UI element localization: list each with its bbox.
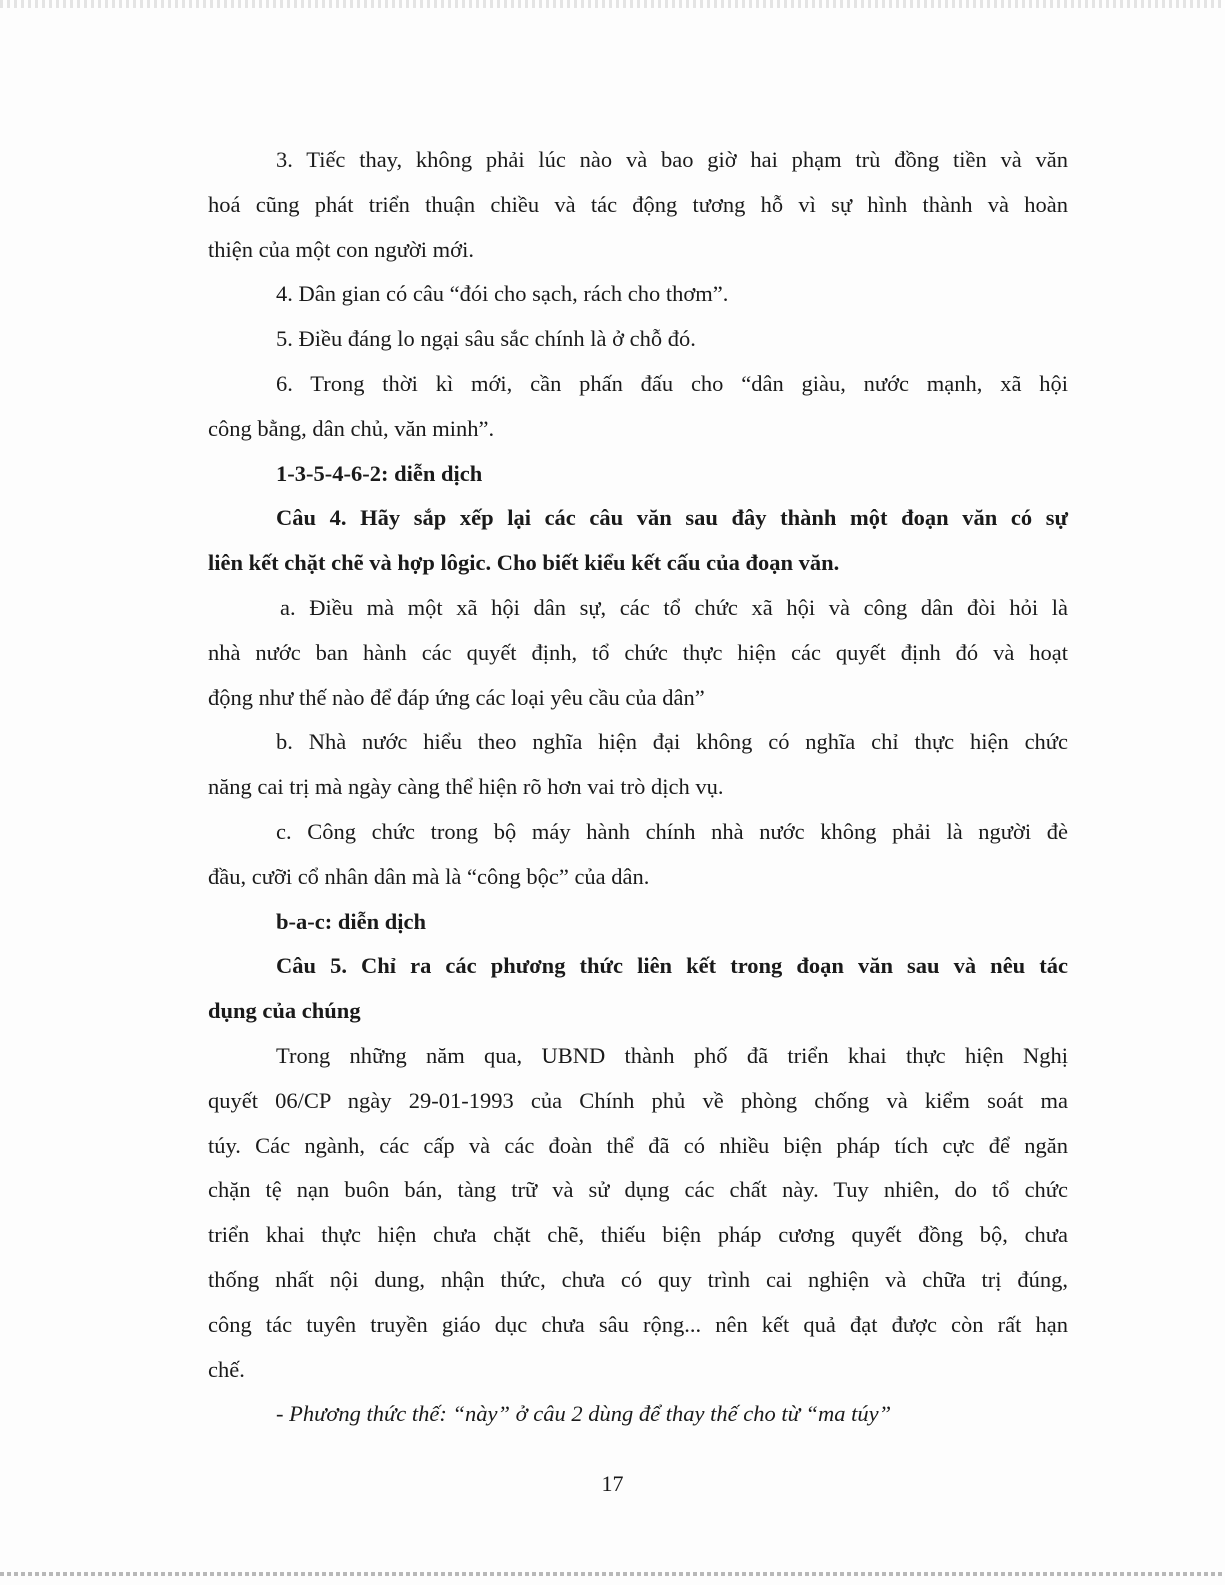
scan-edge-bottom	[0, 1572, 1225, 1576]
sentence-3-line-1: 3. Tiếc thay, không phải lúc nào và bao giờ hai phạm trù đồng tiền và văn	[276, 147, 1068, 172]
page-number: 17	[601, 1471, 624, 1496]
passage-line-4: chặn tệ nạn buôn bán, tàng trữ và sử dụng các chất này. Tuy nhiên, do tổ chức	[208, 1177, 1068, 1203]
item-c-line-1: c. Công chức trong bộ máy hành chính nhà nước không phải là người đè	[276, 818, 1068, 844]
sentence-6-line-1: 6. Trong thời kì mới, cần phấn đấu cho “dân giàu, nước mạnh, xã hội	[276, 370, 1068, 396]
page-body	[208, 138, 1068, 1437]
sentence-5: 5. Điều đáng lo ngại sâu sắc chính là ở chỗ đó.	[276, 326, 696, 352]
answer-method-substitution: - Phương thức thế: “này” ở câu 2 dùng để thay thế cho từ “ma túy”	[276, 1401, 892, 1427]
item-b-line-2: năng cai trị mà ngày càng thể hiện rõ hơn vai trò dịch vụ.	[208, 774, 724, 800]
question-4-line-1: Câu 4. Hãy sắp xếp lại các câu văn sau đây thành một đoạn văn có sự	[276, 505, 1068, 531]
question-4-line-2: liên kết chặt chẽ và hợp lôgic. Cho biết kiểu kết cấu của đoạn văn.	[208, 550, 840, 576]
passage-line-5: triển khai thực hiện chưa chặt chẽ, thiếu biện pháp cương quyết đồng bộ, chưa	[208, 1222, 1068, 1248]
passage-line-6: thống nhất nội dung, nhận thức, chưa có quy trình cai nghiện và chữa trị đúng,	[208, 1266, 1068, 1292]
scan-edge-top	[0, 0, 1225, 8]
passage-line-2: quyết 06/CP ngày 29-01-1993 của Chính phủ về phòng chống và kiểm soát ma	[208, 1087, 1068, 1113]
sentence-4: 4. Dân gian có câu “đói cho sạch, rách cho thơm”.	[276, 281, 729, 307]
item-a-line-1: a. Điều mà một xã hội dân sự, các tổ chức xã hội và công dân đòi hỏi là	[280, 594, 1068, 620]
question-5-line-1: Câu 5. Chỉ ra các phương thức liên kết trong đoạn văn sau và nêu tác	[276, 953, 1068, 979]
answer-order-2: b-a-c: diễn dịch	[276, 908, 427, 934]
sentence-3-line-3: thiện của một con người mới.	[208, 236, 474, 262]
answer-order-1: 1-3-5-4-6-2: diễn dịch	[276, 460, 483, 486]
passage-line-8: chế.	[208, 1356, 245, 1382]
passage-line-3: túy. Các ngành, các cấp và các đoàn thể đã có nhiều biện pháp tích cực để ngăn	[208, 1132, 1068, 1158]
item-a-line-2: nhà nước ban hành các quyết định, tổ chức thực hiện các quyết định đó và hoạt	[208, 639, 1068, 665]
item-c-line-2: đầu, cưỡi cổ nhân dân mà là “công bộc” của dân.	[208, 863, 650, 889]
sentence-6-line-2: công bằng, dân chủ, văn minh”.	[208, 415, 495, 441]
question-5-line-2: dụng của chúng	[208, 998, 361, 1024]
sentence-3-line-2: hoá cũng phát triển thuận chiều và tác động tương hỗ vì sự hình thành và hoàn	[208, 191, 1068, 217]
item-b-line-1: b. Nhà nước hiểu theo nghĩa hiện đại không có nghĩa chỉ thực hiện chức	[276, 729, 1068, 755]
passage-line-7: công tác tuyên truyền giáo dục chưa sâu rộng... nên kết quả đạt được còn rất hạn	[208, 1311, 1068, 1337]
passage-line-1: Trong những năm qua, UBND thành phố đã triển khai thực hiện Nghị	[276, 1042, 1068, 1068]
item-a-line-3: động như thế nào để đáp ứng các loại yêu cầu của dân”	[208, 684, 705, 710]
